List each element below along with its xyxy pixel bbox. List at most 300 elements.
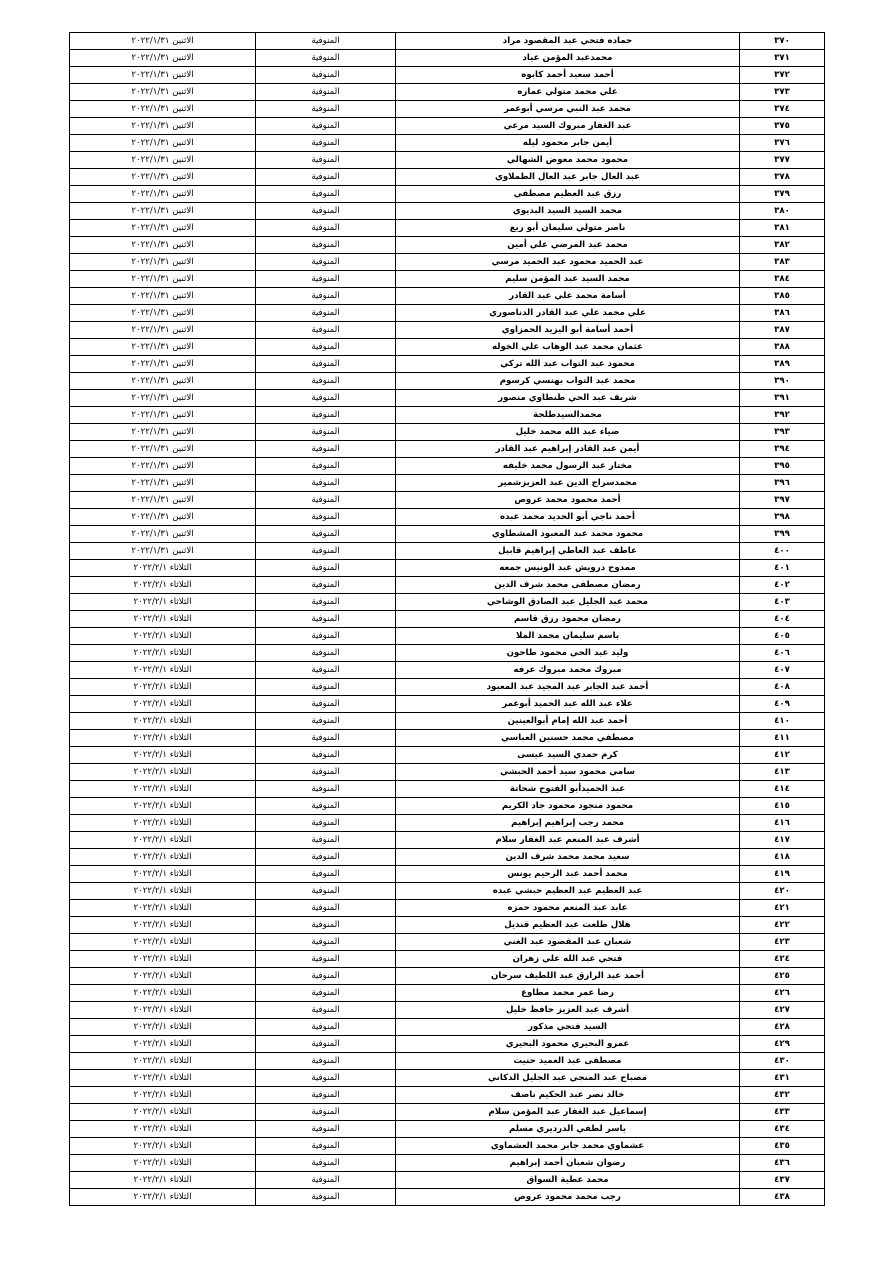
governorate-cell: المنوفية bbox=[256, 560, 396, 577]
table-row bbox=[70, 900, 825, 917]
governorate-cell: المنوفية bbox=[256, 917, 396, 934]
date-cell: الاثنين ٢٠٢٢/١/٣١ bbox=[70, 186, 256, 203]
row-number-cell: ٤٠٤ bbox=[740, 611, 825, 628]
person-name-cell: عشماوي محمد جابر محمد العشماوي bbox=[396, 1138, 740, 1155]
row-number-cell: ٤٣٧ bbox=[740, 1172, 825, 1189]
governorate-cell: المنوفية bbox=[256, 237, 396, 254]
governorate-cell: المنوفية bbox=[256, 662, 396, 679]
date-cell: الاثنين ٢٠٢٢/١/٣١ bbox=[70, 254, 256, 271]
row-number-cell: ٤٢٤ bbox=[740, 951, 825, 968]
date-cell: الثلاثاء ٢٠٢٢/٢/١ bbox=[70, 1087, 256, 1104]
table-row bbox=[70, 696, 825, 713]
row-number-cell: ٣٩٦ bbox=[740, 475, 825, 492]
date-cell: الثلاثاء ٢٠٢٢/٢/١ bbox=[70, 781, 256, 798]
row-number-cell: ٣٩٢ bbox=[740, 407, 825, 424]
date-cell: الثلاثاء ٢٠٢٢/٢/١ bbox=[70, 985, 256, 1002]
person-name-cell: محمد عبد المرضي علي أمين bbox=[396, 237, 740, 254]
person-name-cell: مصطفي محمد حسنين العباسي bbox=[396, 730, 740, 747]
table-row bbox=[70, 866, 825, 883]
governorate-cell: المنوفية bbox=[256, 390, 396, 407]
date-cell: الاثنين ٢٠٢٢/١/٣١ bbox=[70, 33, 256, 50]
table-row bbox=[70, 1070, 825, 1087]
governorate-cell: المنوفية bbox=[256, 696, 396, 713]
person-name-cell: محمود محمد عبد المعبود المشطاوي bbox=[396, 526, 740, 543]
table-row bbox=[70, 968, 825, 985]
table-row bbox=[70, 118, 825, 135]
table-row bbox=[70, 713, 825, 730]
date-cell: الثلاثاء ٢٠٢٢/٢/١ bbox=[70, 611, 256, 628]
date-cell: الثلاثاء ٢٠٢٢/٢/١ bbox=[70, 951, 256, 968]
person-name-cell: عبد الغفار مبروك السيد مرعي bbox=[396, 118, 740, 135]
date-cell: الاثنين ٢٠٢٢/١/٣١ bbox=[70, 305, 256, 322]
date-cell: الاثنين ٢٠٢٢/١/٣١ bbox=[70, 271, 256, 288]
table-row bbox=[70, 662, 825, 679]
table-row bbox=[70, 339, 825, 356]
governorate-cell: المنوفية bbox=[256, 883, 396, 900]
governorate-cell: المنوفية bbox=[256, 1121, 396, 1138]
person-name-cell: كرم حمدي السيد عيسى bbox=[396, 747, 740, 764]
table-row bbox=[70, 322, 825, 339]
date-cell: الثلاثاء ٢٠٢٢/٢/١ bbox=[70, 900, 256, 917]
governorate-cell: المنوفية bbox=[256, 866, 396, 883]
person-name-cell: عمرو البحيري محمود البحيري bbox=[396, 1036, 740, 1053]
governorate-cell: المنوفية bbox=[256, 628, 396, 645]
table-row bbox=[70, 645, 825, 662]
date-cell: الاثنين ٢٠٢٢/١/٣١ bbox=[70, 373, 256, 390]
row-number-cell: ٤١٣ bbox=[740, 764, 825, 781]
date-cell: الثلاثاء ٢٠٢٢/٢/١ bbox=[70, 1172, 256, 1189]
row-number-cell: ٣٧٥ bbox=[740, 118, 825, 135]
row-number-cell: ٣٩٠ bbox=[740, 373, 825, 390]
governorate-cell: المنوفية bbox=[256, 169, 396, 186]
person-name-cell: محمود عبد التواب عبد الله تركي bbox=[396, 356, 740, 373]
table-row bbox=[70, 560, 825, 577]
date-cell: الثلاثاء ٢٠٢٢/٢/١ bbox=[70, 815, 256, 832]
person-name-cell: أحمد محمود محمد عروص bbox=[396, 492, 740, 509]
date-cell: الثلاثاء ٢٠٢٢/٢/١ bbox=[70, 1189, 256, 1206]
person-name-cell: وليد عبد الحي محمود طاحون bbox=[396, 645, 740, 662]
table-row bbox=[70, 985, 825, 1002]
person-name-cell: عبد العال جابر عبد العال الطملاوي bbox=[396, 169, 740, 186]
date-cell: الثلاثاء ٢٠٢٢/٢/١ bbox=[70, 560, 256, 577]
date-cell: الثلاثاء ٢٠٢٢/٢/١ bbox=[70, 968, 256, 985]
table-row bbox=[70, 509, 825, 526]
governorate-cell: المنوفية bbox=[256, 458, 396, 475]
person-name-cell: علاء عبد الله عبد الحميد أبوعمر bbox=[396, 696, 740, 713]
governorate-cell: المنوفية bbox=[256, 985, 396, 1002]
governorate-cell: المنوفية bbox=[256, 356, 396, 373]
person-name-cell: عبد الحميد محمود عبد الحميد مرسي bbox=[396, 254, 740, 271]
table-row bbox=[70, 390, 825, 407]
table-row bbox=[70, 1002, 825, 1019]
row-number-cell: ٤٣٨ bbox=[740, 1189, 825, 1206]
person-name-cell: رجب محمد محمود عروص bbox=[396, 1189, 740, 1206]
row-number-cell: ٤٠٠ bbox=[740, 543, 825, 560]
table-row bbox=[70, 220, 825, 237]
date-cell: الثلاثاء ٢٠٢٢/٢/١ bbox=[70, 1002, 256, 1019]
date-cell: الاثنين ٢٠٢٢/١/٣١ bbox=[70, 390, 256, 407]
person-name-cell: أشرف عبد العزيز حافظ خليل bbox=[396, 1002, 740, 1019]
table-row bbox=[70, 1189, 825, 1206]
person-name-cell: محمد عطية السواق bbox=[396, 1172, 740, 1189]
table-row bbox=[70, 1019, 825, 1036]
person-name-cell: علي محمد متولي عماره bbox=[396, 84, 740, 101]
table-row bbox=[70, 169, 825, 186]
date-cell: الاثنين ٢٠٢٢/١/٣١ bbox=[70, 288, 256, 305]
table-row bbox=[70, 543, 825, 560]
table-row bbox=[70, 254, 825, 271]
person-name-cell: ناصر متولي سليمان أبو ريع bbox=[396, 220, 740, 237]
governorate-cell: المنوفية bbox=[256, 1087, 396, 1104]
governorate-cell: المنوفية bbox=[256, 543, 396, 560]
table-row bbox=[70, 611, 825, 628]
date-cell: الثلاثاء ٢٠٢٢/٢/١ bbox=[70, 1019, 256, 1036]
person-name-cell: عاطف عبد العاطي إبراهيم قابيل bbox=[396, 543, 740, 560]
date-cell: الثلاثاء ٢٠٢٢/٢/١ bbox=[70, 713, 256, 730]
table-row bbox=[70, 373, 825, 390]
table-row bbox=[70, 288, 825, 305]
table-row bbox=[70, 832, 825, 849]
governorate-cell: المنوفية bbox=[256, 1104, 396, 1121]
person-name-cell: رمضان محمود رزق قاسم bbox=[396, 611, 740, 628]
governorate-cell: المنوفية bbox=[256, 1002, 396, 1019]
date-cell: الثلاثاء ٢٠٢٢/٢/١ bbox=[70, 577, 256, 594]
person-name-cell: أحمد عبد الرازق عبد اللطيف سرحان bbox=[396, 968, 740, 985]
row-number-cell: ٣٧١ bbox=[740, 50, 825, 67]
person-name-cell: أشرف عبد المنعم عبد الغفار سلام bbox=[396, 832, 740, 849]
table-row bbox=[70, 50, 825, 67]
person-name-cell: محمد السيد عبد المؤمن سليم bbox=[396, 271, 740, 288]
governorate-cell: المنوفية bbox=[256, 577, 396, 594]
person-name-cell: أحمد سعيد أحمد كابوه bbox=[396, 67, 740, 84]
person-name-cell: رمضان مصطفى محمد شرف الدين bbox=[396, 577, 740, 594]
person-name-cell: رزق عبد العظيم مصطفي bbox=[396, 186, 740, 203]
governorate-cell: المنوفية bbox=[256, 679, 396, 696]
person-name-cell: محمد رجب إبراهيم إبراهيم bbox=[396, 815, 740, 832]
governorate-cell: المنوفية bbox=[256, 152, 396, 169]
date-cell: الاثنين ٢٠٢٢/١/٣١ bbox=[70, 152, 256, 169]
row-number-cell: ٤٢٩ bbox=[740, 1036, 825, 1053]
governorate-cell: المنوفية bbox=[256, 101, 396, 118]
row-number-cell: ٤٠٥ bbox=[740, 628, 825, 645]
governorate-cell: المنوفية bbox=[256, 220, 396, 237]
governorate-cell: المنوفية bbox=[256, 424, 396, 441]
governorate-cell: المنوفية bbox=[256, 645, 396, 662]
row-number-cell: ٤١١ bbox=[740, 730, 825, 747]
date-cell: الثلاثاء ٢٠٢٢/٢/١ bbox=[70, 1138, 256, 1155]
row-number-cell: ٣٧٤ bbox=[740, 101, 825, 118]
row-number-cell: ٣٨٤ bbox=[740, 271, 825, 288]
row-number-cell: ٣٩٤ bbox=[740, 441, 825, 458]
governorate-cell: المنوفية bbox=[256, 492, 396, 509]
governorate-cell: المنوفية bbox=[256, 509, 396, 526]
table-row bbox=[70, 1104, 825, 1121]
governorate-cell: المنوفية bbox=[256, 713, 396, 730]
person-name-cell: أحمد عبد الجابر عبد المجيد عبد المعبود bbox=[396, 679, 740, 696]
table-row bbox=[70, 1138, 825, 1155]
row-number-cell: ٣٧٨ bbox=[740, 169, 825, 186]
row-number-cell: ٤١٤ bbox=[740, 781, 825, 798]
person-name-cell: أحمد أسامة أبو اليزيد الحمزاوي bbox=[396, 322, 740, 339]
governorate-cell: المنوفية bbox=[256, 730, 396, 747]
row-number-cell: ٤١٥ bbox=[740, 798, 825, 815]
person-name-cell: مصباح عبد المنجي عبد الجليل الدكاني bbox=[396, 1070, 740, 1087]
table-row bbox=[70, 407, 825, 424]
table-row bbox=[70, 951, 825, 968]
person-name-cell: حماده فتحي عبد المقصود مراد bbox=[396, 33, 740, 50]
governorate-cell: المنوفية bbox=[256, 1189, 396, 1206]
person-name-cell: ياسر لطفي الدرديري مسلم bbox=[396, 1121, 740, 1138]
table-row bbox=[70, 917, 825, 934]
row-number-cell: ٣٨٦ bbox=[740, 305, 825, 322]
table-row bbox=[70, 594, 825, 611]
governorate-cell: المنوفية bbox=[256, 1053, 396, 1070]
row-number-cell: ٣٨٨ bbox=[740, 339, 825, 356]
person-name-cell: عبد الحميدأبو الفتوح شحاتة bbox=[396, 781, 740, 798]
governorate-cell: المنوفية bbox=[256, 118, 396, 135]
person-name-cell: مصطفى عبد العميد حنيت bbox=[396, 1053, 740, 1070]
governorate-cell: المنوفية bbox=[256, 1138, 396, 1155]
date-cell: الاثنين ٢٠٢٢/١/٣١ bbox=[70, 237, 256, 254]
date-cell: الثلاثاء ٢٠٢٢/٢/١ bbox=[70, 1104, 256, 1121]
governorate-cell: المنوفية bbox=[256, 764, 396, 781]
date-cell: الثلاثاء ٢٠٢٢/٢/١ bbox=[70, 730, 256, 747]
person-name-cell: عثمان محمد عبد الوهاب علي الخوله bbox=[396, 339, 740, 356]
row-number-cell: ٣٨٣ bbox=[740, 254, 825, 271]
row-number-cell: ٤٠٦ bbox=[740, 645, 825, 662]
governorate-cell: المنوفية bbox=[256, 322, 396, 339]
person-name-cell: باسم سليمان محمد الملا bbox=[396, 628, 740, 645]
governorate-cell: المنوفية bbox=[256, 33, 396, 50]
row-number-cell: ٤٢٨ bbox=[740, 1019, 825, 1036]
table-row bbox=[70, 747, 825, 764]
date-cell: الثلاثاء ٢٠٢٢/٢/١ bbox=[70, 594, 256, 611]
row-number-cell: ٣٨١ bbox=[740, 220, 825, 237]
governorate-cell: المنوفية bbox=[256, 1036, 396, 1053]
date-cell: الاثنين ٢٠٢٢/١/٣١ bbox=[70, 67, 256, 84]
person-name-cell: سامي محمود سيد أحمد الحبشي bbox=[396, 764, 740, 781]
person-name-cell: أحمد عبد الله إمام أبوالعينين bbox=[396, 713, 740, 730]
governorate-cell: المنوفية bbox=[256, 407, 396, 424]
row-number-cell: ٤٠٩ bbox=[740, 696, 825, 713]
governorate-cell: المنوفية bbox=[256, 1019, 396, 1036]
governorate-cell: المنوفية bbox=[256, 526, 396, 543]
person-name-cell: هلال طلعت عبد العظيم قنديل bbox=[396, 917, 740, 934]
person-name-cell: محمد عبد الجليل عبد الصادق الوشاحي bbox=[396, 594, 740, 611]
governorate-cell: المنوفية bbox=[256, 135, 396, 152]
person-name-cell: محمدالسيدطلحة bbox=[396, 407, 740, 424]
date-cell: الاثنين ٢٠٢٢/١/٣١ bbox=[70, 339, 256, 356]
date-cell: الاثنين ٢٠٢٢/١/٣١ bbox=[70, 509, 256, 526]
table-row bbox=[70, 67, 825, 84]
table-row bbox=[70, 815, 825, 832]
person-name-cell: شعبان عبد المقصود عبد الغني bbox=[396, 934, 740, 951]
date-cell: الاثنين ٢٠٢٢/١/٣١ bbox=[70, 458, 256, 475]
table-row bbox=[70, 186, 825, 203]
governorate-cell: المنوفية bbox=[256, 373, 396, 390]
table-row bbox=[70, 1172, 825, 1189]
table-row bbox=[70, 1087, 825, 1104]
person-name-cell: محمد السيد السيد البديوي bbox=[396, 203, 740, 220]
date-cell: الاثنين ٢٠٢٢/١/٣١ bbox=[70, 475, 256, 492]
table-row bbox=[70, 203, 825, 220]
person-name-cell: محمود محمد معوض الشهالي bbox=[396, 152, 740, 169]
person-name-cell: مختار عبد الرسول محمد خليفه bbox=[396, 458, 740, 475]
date-cell: الثلاثاء ٢٠٢٢/٢/١ bbox=[70, 645, 256, 662]
date-cell: الثلاثاء ٢٠٢٢/٢/١ bbox=[70, 1036, 256, 1053]
governorate-cell: المنوفية bbox=[256, 1155, 396, 1172]
governorate-cell: المنوفية bbox=[256, 84, 396, 101]
table-row bbox=[70, 883, 825, 900]
governorate-cell: المنوفية bbox=[256, 441, 396, 458]
date-cell: الاثنين ٢٠٢٢/١/٣١ bbox=[70, 492, 256, 509]
date-cell: الاثنين ٢٠٢٢/١/٣١ bbox=[70, 169, 256, 186]
date-cell: الثلاثاء ٢٠٢٢/٢/١ bbox=[70, 934, 256, 951]
row-number-cell: ٣٨٥ bbox=[740, 288, 825, 305]
person-name-cell: محمد عبد التواب بهنسي كرسوم bbox=[396, 373, 740, 390]
person-name-cell: أيمن جابر محمود ليله bbox=[396, 135, 740, 152]
row-number-cell: ٣٩٨ bbox=[740, 509, 825, 526]
governorate-cell: المنوفية bbox=[256, 594, 396, 611]
row-number-cell: ٤٣١ bbox=[740, 1070, 825, 1087]
person-name-cell: محمد أحمد عبد الرحيم يونس bbox=[396, 866, 740, 883]
date-cell: الاثنين ٢٠٢٢/١/٣١ bbox=[70, 322, 256, 339]
governorate-cell: المنوفية bbox=[256, 798, 396, 815]
row-number-cell: ٣٩٩ bbox=[740, 526, 825, 543]
row-number-cell: ٤٢٣ bbox=[740, 934, 825, 951]
table-row bbox=[70, 679, 825, 696]
table-row bbox=[70, 135, 825, 152]
row-number-cell: ٤٣٥ bbox=[740, 1138, 825, 1155]
table-row bbox=[70, 934, 825, 951]
person-name-cell: رضا عمر محمد مطاوع bbox=[396, 985, 740, 1002]
governorate-cell: المنوفية bbox=[256, 747, 396, 764]
person-name-cell: السيد فتحي مذكور bbox=[396, 1019, 740, 1036]
person-name-cell: ضياء عبد الله محمد خليل bbox=[396, 424, 740, 441]
governorate-cell: المنوفية bbox=[256, 67, 396, 84]
records-table-body bbox=[70, 33, 825, 1206]
person-name-cell: أسامة محمد علي عبد القادر bbox=[396, 288, 740, 305]
person-name-cell: محمدعبد المؤمن عياد bbox=[396, 50, 740, 67]
table-row bbox=[70, 458, 825, 475]
table-row bbox=[70, 628, 825, 645]
row-number-cell: ٣٧٣ bbox=[740, 84, 825, 101]
governorate-cell: المنوفية bbox=[256, 832, 396, 849]
row-number-cell: ٤٢٥ bbox=[740, 968, 825, 985]
governorate-cell: المنوفية bbox=[256, 900, 396, 917]
person-name-cell: إسماعيل عبد الغفار عبد المؤمن سلام bbox=[396, 1104, 740, 1121]
table-row bbox=[70, 781, 825, 798]
governorate-cell: المنوفية bbox=[256, 934, 396, 951]
date-cell: الثلاثاء ٢٠٢٢/٢/١ bbox=[70, 696, 256, 713]
row-number-cell: ٣٨٢ bbox=[740, 237, 825, 254]
governorate-cell: المنوفية bbox=[256, 186, 396, 203]
row-number-cell: ٤٠٢ bbox=[740, 577, 825, 594]
table-row bbox=[70, 798, 825, 815]
date-cell: الثلاثاء ٢٠٢٢/٢/١ bbox=[70, 917, 256, 934]
table-row bbox=[70, 356, 825, 373]
row-number-cell: ٤١٩ bbox=[740, 866, 825, 883]
table-row bbox=[70, 849, 825, 866]
date-cell: الاثنين ٢٠٢٢/١/٣١ bbox=[70, 220, 256, 237]
date-cell: الاثنين ٢٠٢٢/١/٣١ bbox=[70, 543, 256, 560]
date-cell: الاثنين ٢٠٢٢/١/٣١ bbox=[70, 424, 256, 441]
row-number-cell: ٤٢١ bbox=[740, 900, 825, 917]
table-row bbox=[70, 475, 825, 492]
row-number-cell: ٣٩٧ bbox=[740, 492, 825, 509]
governorate-cell: المنوفية bbox=[256, 288, 396, 305]
person-name-cell: عبد العظيم عبد العظيم حبشي عبده bbox=[396, 883, 740, 900]
records-table bbox=[69, 32, 825, 1206]
person-name-cell: محمود منجود محمود جاد الكريم bbox=[396, 798, 740, 815]
person-name-cell: ممدوح درويش عبد الونيس جمعه bbox=[396, 560, 740, 577]
date-cell: الاثنين ٢٠٢٢/١/٣١ bbox=[70, 84, 256, 101]
table-row bbox=[70, 305, 825, 322]
row-number-cell: ٤١٧ bbox=[740, 832, 825, 849]
date-cell: الاثنين ٢٠٢٢/١/٣١ bbox=[70, 526, 256, 543]
row-number-cell: ٤٢٠ bbox=[740, 883, 825, 900]
date-cell: الاثنين ٢٠٢٢/١/٣١ bbox=[70, 118, 256, 135]
governorate-cell: المنوفية bbox=[256, 951, 396, 968]
person-name-cell: أيمن عبد القادر إبراهيم عبد القادر bbox=[396, 441, 740, 458]
row-number-cell: ٤١٨ bbox=[740, 849, 825, 866]
person-name-cell: محمدسراج الدين عبد العزيزشمير bbox=[396, 475, 740, 492]
person-name-cell: علي محمد علي عبد القادر الدناصوري bbox=[396, 305, 740, 322]
row-number-cell: ٣٨٩ bbox=[740, 356, 825, 373]
row-number-cell: ٤١٢ bbox=[740, 747, 825, 764]
date-cell: الثلاثاء ٢٠٢٢/٢/١ bbox=[70, 1155, 256, 1172]
person-name-cell: محمد عبد النبي مرسي أبوعمر bbox=[396, 101, 740, 118]
date-cell: الثلاثاء ٢٠٢٢/٢/١ bbox=[70, 628, 256, 645]
person-name-cell: رضوان شعبان أحمد إبراهيم bbox=[396, 1155, 740, 1172]
governorate-cell: المنوفية bbox=[256, 271, 396, 288]
table-row bbox=[70, 730, 825, 747]
person-name-cell: عابد عبد المنعم محمود حمزه bbox=[396, 900, 740, 917]
table-row bbox=[70, 33, 825, 50]
date-cell: الثلاثاء ٢٠٢٢/٢/١ bbox=[70, 798, 256, 815]
person-name-cell: أحمد ناجي أبو الحديد محمد عبده bbox=[396, 509, 740, 526]
governorate-cell: المنوفية bbox=[256, 50, 396, 67]
row-number-cell: ٤٣٦ bbox=[740, 1155, 825, 1172]
date-cell: الاثنين ٢٠٢٢/١/٣١ bbox=[70, 50, 256, 67]
row-number-cell: ٤٠١ bbox=[740, 560, 825, 577]
date-cell: الثلاثاء ٢٠٢٢/٢/١ bbox=[70, 849, 256, 866]
row-number-cell: ٣٧٦ bbox=[740, 135, 825, 152]
governorate-cell: المنوفية bbox=[256, 781, 396, 798]
person-name-cell: سعيد محمد محمد شرف الدين bbox=[396, 849, 740, 866]
row-number-cell: ٤١٦ bbox=[740, 815, 825, 832]
date-cell: الاثنين ٢٠٢٢/١/٣١ bbox=[70, 135, 256, 152]
table-row bbox=[70, 492, 825, 509]
person-name-cell: خالد نصر عبد الحكيم ناصف bbox=[396, 1087, 740, 1104]
table-row bbox=[70, 764, 825, 781]
row-number-cell: ٣٩١ bbox=[740, 390, 825, 407]
date-cell: الثلاثاء ٢٠٢٢/٢/١ bbox=[70, 883, 256, 900]
row-number-cell: ٣٧٢ bbox=[740, 67, 825, 84]
governorate-cell: المنوفية bbox=[256, 849, 396, 866]
row-number-cell: ٣٩٣ bbox=[740, 424, 825, 441]
date-cell: الثلاثاء ٢٠٢٢/٢/١ bbox=[70, 1070, 256, 1087]
governorate-cell: المنوفية bbox=[256, 1172, 396, 1189]
governorate-cell: المنوفية bbox=[256, 339, 396, 356]
row-number-cell: ٤٣٤ bbox=[740, 1121, 825, 1138]
date-cell: الثلاثاء ٢٠٢٢/٢/١ bbox=[70, 1121, 256, 1138]
date-cell: الاثنين ٢٠٢٢/١/٣١ bbox=[70, 407, 256, 424]
table-row bbox=[70, 1121, 825, 1138]
table-row bbox=[70, 526, 825, 543]
row-number-cell: ٤٠٧ bbox=[740, 662, 825, 679]
table-row bbox=[70, 271, 825, 288]
